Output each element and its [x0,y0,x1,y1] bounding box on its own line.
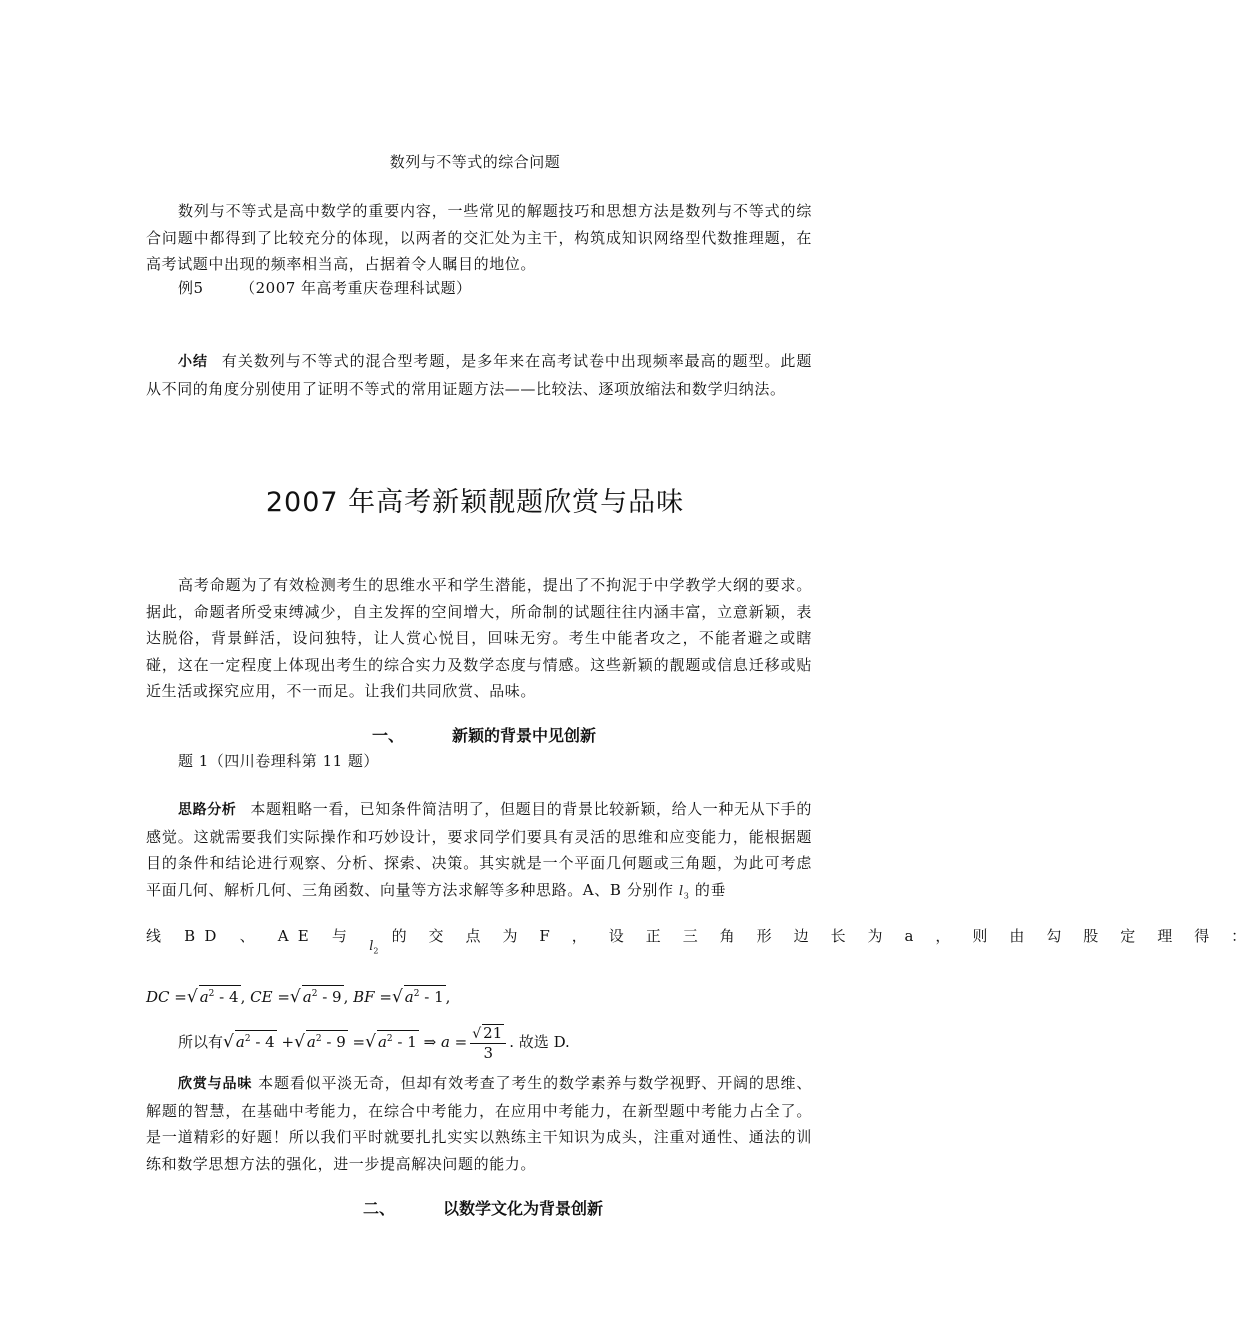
analysis-line2-a: 线 BD 、 AE 与 [146,927,357,945]
summary-paragraph [146,348,812,402]
analysis-line2 [146,925,1255,956]
section-title: 数列与不等式的综合问题 [389,153,561,171]
analysis-tail: 的垂 [694,880,727,899]
summary-text: 有关数列与不等式的混合型考题，是多年来在高考试卷中出现频率最高的题型。此题从不同的角度分别使用了证明不等式的常用证题方法——比较法、逐项放缩法和数学归纳法。 [146,352,812,398]
heading-two-num: 二、 [363,1199,396,1218]
intro-paragraph: 数列与不等式是高中数学的重要内容，一些常见的解题技巧和思想方法是数列与不等式的综合问题中都得到了比较充分的体现，以两者的交汇处为主干，构筑成知识网络型代数推理题，在高考试题中出现的频率相当高，占据着令人瞩目的地位。 [146,202,812,273]
intro2-paragraph: 高考命题为了有效检测考生的思维水平和学生潜能，提出了不拘泥于中学教学大纲的要求。据此，命题者所受束缚减少，自主发挥的空间增大，所命制的试题往往内涵丰富，立意新颖，表达脱俗，背景鲜活，设问独特，让人赏心悦目，回味无穷。考生中能者攻之，不能者避之或瞎碰，这在一定程度上体现出考生的综合实力及数学态度与情感。这些新颖的靓题或信息迁移或贴近生活或探究应用，不一而足。让我们共同欣赏、品味。 [146,576,812,700]
formula-lengths: DC =√ $a^2 - 4$ , CE =√ $a^2 - 9$ , BF =√ $a^2 - 1$ , [146,987,451,1007]
analysis-paragraph [146,796,812,910]
heading-one [372,723,596,746]
analysis-label: 思路分析 [178,802,237,818]
example-line [178,277,472,298]
problem-one: 题 1（四川卷理科第 11 题） [178,752,379,770]
formula-conclusion: 所以有√ $a^2 - 4$ +√ $a^2 - 9$ =√ $a^2 - 1$ ⇒ a = $\frac{√ 21}{3}$ . 故选 D. [178,1024,570,1062]
example-source: （2007 年高考重庆卷理科试题） [240,279,472,297]
appreciation-paragraph [146,1070,812,1177]
main-title: 2007 年高考新颖靓题欣赏与品味 [265,487,685,518]
heading-one-text: 新颖的背景中见创新 [452,726,597,745]
summary-label: 小结 [178,354,208,370]
appreciation-text: 本题看似平淡无奇，但却有效考查了考生的数学素养与数学视野、开阔的思维、解题的智慧，在基础中考能力，在综合中考能力，在应用中考能力，在新型题中考能力占全了。是一道精彩的好题！所以我们平时就要扎扎实实以熟练主干知识为成头，注重对通性、通法的训练和数学思想方法的强化，进一步提高解决问题的能力。 [146,1074,812,1173]
line-l2-symbol: l2 [369,939,379,956]
line-l3-symbol: $l_3$ [679,883,690,901]
appreciation-label: 欣赏与品味 [178,1076,253,1092]
heading-one-num: 一、 [372,726,405,745]
heading-two-text: 以数学文化为背景创新 [443,1199,604,1218]
example-label: 例5 [178,279,204,297]
analysis-text: 本题粗略一看，已知条件简洁明了，但题目的背景比较新颖，给人一种无从下手的感觉。这就需要我们实际操作和巧妙设计，要求同学们要具有灵活的思维和应变能力，能根据题目的条件和结论进行观察、分析、探索、决策。其实就是一个平面几何题或三角题，为此可考虑平面几何、解析几何、三角函数、向量等方法求解等多种思路。A、B 分别作 [146,800,813,899]
heading-two [363,1196,603,1219]
analysis-line2-b: 的 交 点 为 F ， 设 正 三 角 形 边 长 为 a ， 则 由 勾 股 定 理 得 ： [391,927,1255,945]
